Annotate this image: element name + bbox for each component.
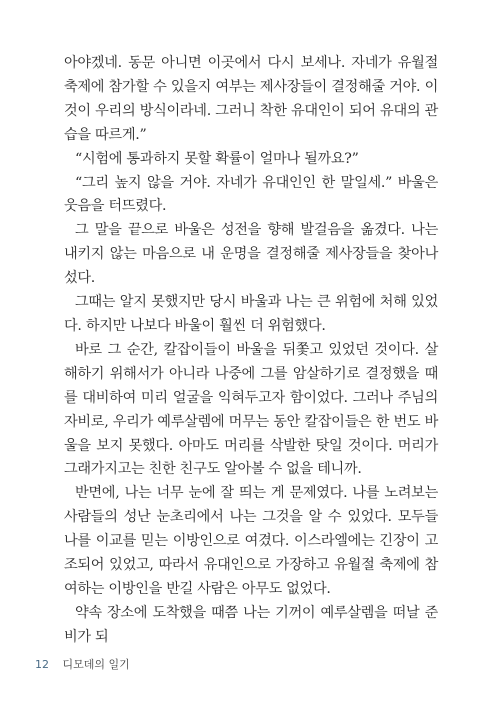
paragraph: 그때는 알지 못했지만 당시 바울과 나는 큰 위험에 처해 있었다. 하지만 나보다 바울이 훨씬 더 위험했다. xyxy=(64,294,438,334)
paragraph: 반면에, 나는 너무 눈에 잘 띄는 게 문제였다. 나를 노려보는 사람들의 성난 눈초리에서 나는 그것을 알 수 있었다. 모두들 나를 이교를 믿는 이방인으로 여겼다. 이스라엘에는 긴장이 고조되어 있었고, 따라서 유대인으로 가장하고 유월절 축제에 참여하는 이방인을 반길 사람은 아무도 없었다. xyxy=(64,485,438,597)
page-footer xyxy=(35,656,130,672)
paragraph: 바로 그 순간, 칼잡이들이 바울을 뒤쫓고 있었던 것이다. 살해하기 위해서가 아니라 나중에 그를 암살하기로 결정했을 때를 대비하여 미리 얼굴을 익혀두고자 함이었다. 그러나 주님의 자비로, 우리가 예루살렘에 머무는 동안 칼잡이들은 한 번도 바울을 보지 못했다. 아마도 머리를 삭발한 탓일 것이다. 머리가 그래가지고는 친한 친구도 알아볼 수 없을 테니까. xyxy=(64,341,438,478)
paragraph: 약속 장소에 도착했을 때쯤 나는 기꺼이 예루살렘을 떠날 준비가 되 xyxy=(64,604,438,645)
running-title: 디모데의 일기 xyxy=(62,658,130,671)
paragraph: “시험에 통과하지 못할 확률이 얼마나 될까요?” xyxy=(75,150,359,167)
body-text xyxy=(64,52,438,650)
page-number: 12 xyxy=(35,658,49,671)
paragraph: 아야겠네. 동문 아니면 이곳에서 다시 보세나. 자네가 유월절 축제에 참가할 수 있을지 여부는 제사장들이 결정해줄 거야. 이것이 우리의 방식이라네. 그러니 착한 유대인이 되어 유대의 관습을 따르게.” xyxy=(64,55,438,143)
paragraph: 그 말을 끝으로 바울은 성전을 향해 발걸음을 옮겼다. 나는 내키지 않는 마음으로 내 운명을 결정해줄 제사장들을 찾아나섰다. xyxy=(64,222,438,287)
paragraph: “그리 높지 않을 거야. 자네가 유대인인 한 말일세.” 바울은 웃음을 터뜨렸다. xyxy=(64,174,438,215)
